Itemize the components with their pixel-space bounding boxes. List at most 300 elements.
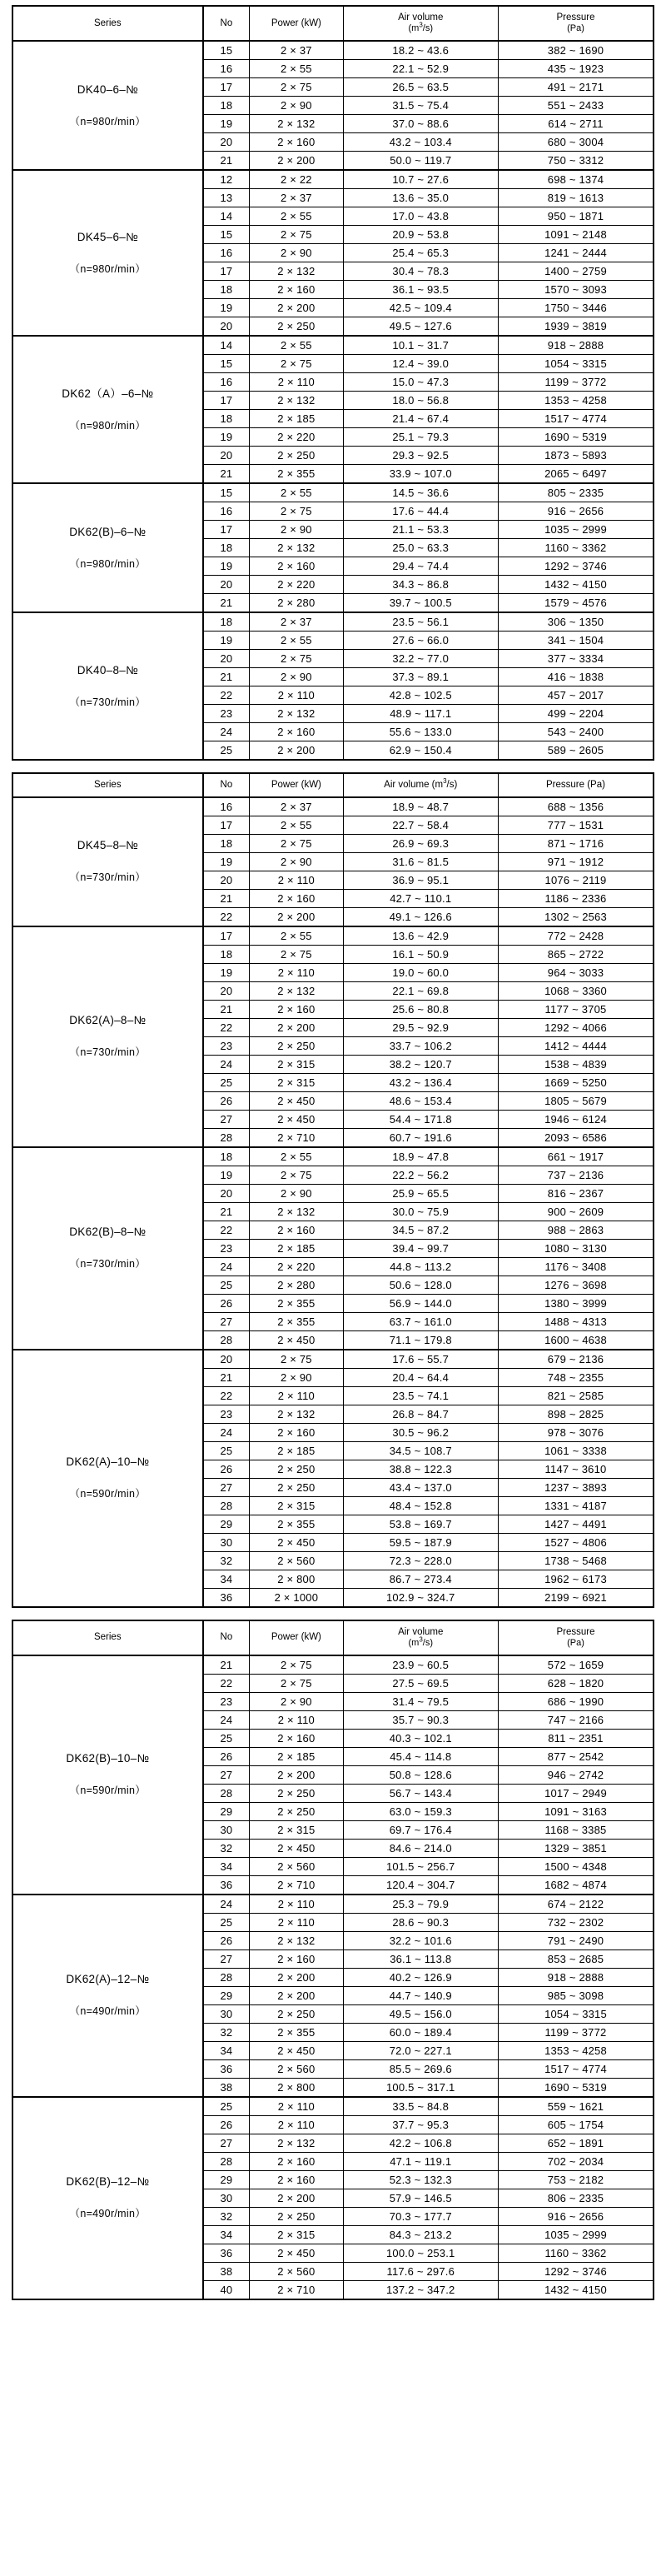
series-speed-label: （n=730r/min） [69,1046,147,1058]
no-cell: 13 [203,189,250,207]
air-volume-cell: 38.2 ~ 120.7 [343,1055,498,1073]
air-volume-cell: 23.9 ~ 60.5 [343,1655,498,1675]
power-cell: 2 × 90 [250,1184,343,1202]
no-cell: 21 [203,1368,250,1386]
no-cell: 24 [203,1055,250,1073]
power-cell: 2 × 110 [250,373,343,392]
pressure-cell: 1400 ~ 2759 [498,262,654,281]
air-volume-cell: 25.9 ~ 65.5 [343,1184,498,1202]
power-cell: 2 × 280 [250,1276,343,1294]
spec-table [12,1620,654,2300]
no-cell: 38 [203,2078,250,2097]
air-volume-cell: 18.9 ~ 48.7 [343,797,498,816]
pressure-cell: 1517 ~ 4774 [498,410,654,428]
series-name-cell [12,1350,203,1607]
pressure-cell: 777 ~ 1531 [498,816,654,834]
no-cell: 25 [203,1276,250,1294]
air-volume-cell: 42.2 ~ 106.8 [343,2134,498,2152]
air-volume-cell: 17.6 ~ 44.4 [343,502,498,521]
power-cell: 2 × 200 [250,152,343,171]
power-cell: 2 × 200 [250,907,343,926]
air-volume-cell: 13.6 ~ 35.0 [343,189,498,207]
power-cell: 2 × 250 [250,1460,343,1478]
power-cell: 2 × 450 [250,1091,343,1110]
no-cell: 30 [203,1820,250,1839]
pressure-cell: 816 ~ 2367 [498,1184,654,1202]
pressure-cell: 416 ~ 1838 [498,668,654,686]
no-cell: 22 [203,1674,250,1692]
no-cell: 19 [203,963,250,981]
no-cell: 15 [203,41,250,60]
no-cell: 24 [203,1257,250,1276]
power-cell: 2 × 200 [250,1018,343,1036]
pressure-cell: 877 ~ 2542 [498,1747,654,1765]
no-cell: 18 [203,539,250,557]
no-cell: 28 [203,1496,250,1515]
power-cell: 2 × 250 [250,1478,343,1496]
pressure-cell: 1682 ~ 4874 [498,1875,654,1895]
air-volume-cell: 100.0 ~ 253.1 [343,2244,498,2262]
air-volume-cell: 21.4 ~ 67.4 [343,410,498,428]
pressure-cell: 916 ~ 2656 [498,502,654,521]
air-volume-cell: 10.1 ~ 31.7 [343,336,498,355]
column-header-pressure: Pressure (Pa) [498,1620,654,1655]
power-cell: 2 × 250 [250,317,343,337]
air-volume-cell: 21.1 ~ 53.3 [343,521,498,539]
air-volume-cell: 26.9 ~ 69.3 [343,834,498,852]
power-cell: 2 × 90 [250,1368,343,1386]
air-volume-cell: 101.5 ~ 256.7 [343,1857,498,1875]
air-volume-cell: 28.6 ~ 90.3 [343,1913,498,1931]
pressure-cell: 900 ~ 2609 [498,1202,654,1221]
no-cell: 22 [203,1018,250,1036]
power-cell: 2 × 315 [250,1496,343,1515]
air-volume-cell: 34.3 ~ 86.8 [343,576,498,594]
series-speed-label: （n=980r/min） [69,115,147,127]
no-cell: 14 [203,336,250,355]
power-cell: 2 × 110 [250,963,343,981]
pressure-cell: 865 ~ 2722 [498,945,654,963]
air-volume-cell: 36.1 ~ 93.5 [343,281,498,299]
pressure-cell: 1061 ~ 3338 [498,1441,654,1460]
no-cell: 24 [203,1710,250,1729]
air-volume-cell: 18.9 ~ 47.8 [343,1147,498,1166]
no-cell: 20 [203,447,250,465]
air-volume-cell: 55.6 ~ 133.0 [343,723,498,741]
pressure-cell: 614 ~ 2711 [498,115,654,133]
pressure-cell: 964 ~ 3033 [498,963,654,981]
pressure-cell: 1432 ~ 4150 [498,576,654,594]
air-volume-cell: 37.0 ~ 88.6 [343,115,498,133]
air-volume-cell: 29.3 ~ 92.5 [343,447,498,465]
pressure-cell: 589 ~ 2605 [498,741,654,761]
power-cell: 2 × 200 [250,299,343,317]
power-cell: 2 × 185 [250,1747,343,1765]
pressure-cell: 1017 ~ 2949 [498,1784,654,1802]
air-volume-cell: 26.5 ~ 63.5 [343,78,498,97]
pressure-cell: 791 ~ 2490 [498,1931,654,1949]
series-model-label: DK40–6–№ [77,82,138,96]
table-row [12,336,654,355]
pressure-cell: 1946 ~ 6124 [498,1110,654,1128]
spec-table [12,5,654,761]
power-cell: 2 × 450 [250,1330,343,1350]
power-cell: 2 × 75 [250,1166,343,1184]
pressure-cell: 652 ~ 1891 [498,2134,654,2152]
no-cell: 29 [203,1986,250,2004]
air-volume-cell: 54.4 ~ 171.8 [343,1110,498,1128]
air-volume-cell: 40.2 ~ 126.9 [343,1968,498,1986]
air-volume-cell: 16.1 ~ 50.9 [343,945,498,963]
series-model-label: DK62(B)–10–№ [66,1752,150,1765]
pressure-cell: 946 ~ 2742 [498,1765,654,1784]
series-model-label: DK40–8–№ [77,663,138,676]
no-cell: 18 [203,97,250,115]
pressure-cell: 1527 ~ 4806 [498,1533,654,1551]
pressure-cell: 978 ~ 3076 [498,1423,654,1441]
air-volume-cell: 31.4 ~ 79.5 [343,1692,498,1710]
pressure-cell: 1427 ~ 4491 [498,1515,654,1533]
column-header-air-volume: Air volume $(m^3/s)$ [343,773,498,796]
pressure-cell: 1329 ~ 3851 [498,1839,654,1857]
air-volume-cell: 25.6 ~ 80.8 [343,1000,498,1018]
air-volume-cell: 12.4 ~ 39.0 [343,355,498,373]
column-header-no: No [203,6,250,41]
power-cell: 2 × 75 [250,78,343,97]
power-cell: 2 × 132 [250,2134,343,2152]
pressure-cell: 1068 ~ 3360 [498,981,654,1000]
pressure-cell: 1054 ~ 3315 [498,355,654,373]
pressure-cell: 805 ~ 2335 [498,483,654,502]
no-cell: 15 [203,226,250,244]
power-cell: 2 × 160 [250,1949,343,1968]
pressure-cell: 1241 ~ 2444 [498,244,654,262]
no-cell: 19 [203,852,250,871]
pressure-cell: 457 ~ 2017 [498,686,654,705]
pressure-cell: 1690 ~ 5319 [498,428,654,447]
column-header-series: Series [12,773,203,796]
air-volume-cell: 29.5 ~ 92.9 [343,1018,498,1036]
no-cell: 30 [203,2004,250,2023]
pressure-cell: 1237 ~ 3893 [498,1478,654,1496]
series-name-cell [12,483,203,612]
air-volume-cell: 63.0 ~ 159.3 [343,1802,498,1820]
air-volume-cell: 39.7 ~ 100.5 [343,594,498,613]
pressure-cell: 772 ~ 2428 [498,926,654,946]
table-row [12,1895,654,1914]
pressure-cell: 1873 ~ 5893 [498,447,654,465]
no-cell: 20 [203,981,250,1000]
series-name-cell [12,797,203,926]
power-cell: 2 × 250 [250,2004,343,2023]
power-cell: 2 × 90 [250,1692,343,1710]
air-volume-cell: 45.4 ~ 114.8 [343,1747,498,1765]
pressure-cell: 1160 ~ 3362 [498,2244,654,2262]
power-cell: 2 × 315 [250,1073,343,1091]
air-volume-cell: 69.7 ~ 176.4 [343,1820,498,1839]
power-cell: 2 × 75 [250,945,343,963]
power-cell: 2 × 250 [250,1784,343,1802]
power-cell: 2 × 355 [250,465,343,484]
no-cell: 17 [203,521,250,539]
air-volume-cell: 44.7 ~ 140.9 [343,1986,498,2004]
series-speed-label: （n=590r/min） [69,1487,147,1500]
no-cell: 34 [203,1570,250,1588]
power-cell: 2 × 132 [250,1931,343,1949]
series-model-label: DK62（A）–6–№ [62,387,154,400]
air-volume-cell: 72.0 ~ 227.1 [343,2041,498,2059]
power-cell: 2 × 90 [250,244,343,262]
column-header-power: Power (kW) [250,1620,343,1655]
air-volume-cell: 35.7 ~ 90.3 [343,1710,498,1729]
column-header-air-volume: Air volume $(m^3/s)$ [343,1620,498,1655]
series-model-label: DK45–6–№ [77,230,138,243]
no-cell: 21 [203,668,250,686]
power-cell: 2 × 132 [250,705,343,723]
pressure-cell: 2093 ~ 6586 [498,1128,654,1147]
no-cell: 25 [203,741,250,761]
air-volume-cell: 48.6 ~ 153.4 [343,1091,498,1110]
air-volume-cell: 84.6 ~ 214.0 [343,1839,498,1857]
no-cell: 27 [203,1765,250,1784]
air-volume-cell: 71.1 ~ 179.8 [343,1330,498,1350]
air-volume-cell: 22.1 ~ 52.9 [343,60,498,78]
pressure-cell: 1738 ~ 5468 [498,1551,654,1570]
table-blocks-container [12,5,654,2300]
air-volume-cell: 25.1 ~ 79.3 [343,428,498,447]
power-cell: 2 × 160 [250,1423,343,1441]
air-volume-cell: 18.2 ~ 43.6 [343,41,498,60]
air-volume-cell: 42.5 ~ 109.4 [343,299,498,317]
no-cell: 25 [203,1441,250,1460]
column-header-series: Series [12,1620,203,1655]
no-cell: 27 [203,1110,250,1128]
no-cell: 34 [203,2225,250,2244]
no-cell: 23 [203,1405,250,1423]
power-cell: 2 × 220 [250,1257,343,1276]
pressure-cell: 871 ~ 1716 [498,834,654,852]
no-cell: 19 [203,632,250,650]
power-cell: 2 × 160 [250,133,343,152]
power-cell: 2 × 800 [250,1570,343,1588]
pressure-cell: 674 ~ 2122 [498,1895,654,1914]
air-volume-cell: 49.5 ~ 156.0 [343,2004,498,2023]
power-cell: 2 × 75 [250,834,343,852]
no-cell: 25 [203,1729,250,1747]
pressure-cell: 1147 ~ 3610 [498,1460,654,1478]
spec-table [12,772,654,1607]
air-volume-cell: 72.3 ~ 228.0 [343,1551,498,1570]
air-volume-cell: 37.3 ~ 89.1 [343,668,498,686]
no-cell: 12 [203,170,250,189]
series-speed-label: （n=980r/min） [69,419,147,432]
air-volume-cell: 34.5 ~ 87.2 [343,1221,498,1239]
column-header-series: Series [12,6,203,41]
power-cell: 2 × 250 [250,1802,343,1820]
pressure-cell: 1168 ~ 3385 [498,1820,654,1839]
no-cell: 32 [203,2207,250,2225]
pressure-cell: 1353 ~ 4258 [498,2041,654,2059]
no-cell: 20 [203,1184,250,1202]
power-cell: 2 × 355 [250,1515,343,1533]
power-cell: 2 × 450 [250,1110,343,1128]
pressure-cell: 750 ~ 3312 [498,152,654,171]
air-volume-cell: 22.7 ~ 58.4 [343,816,498,834]
power-cell: 2 × 450 [250,2244,343,2262]
power-cell: 2 × 560 [250,2059,343,2078]
pressure-cell: 605 ~ 1754 [498,2115,654,2134]
air-volume-cell: 20.9 ~ 53.8 [343,226,498,244]
no-cell: 16 [203,60,250,78]
pressure-cell: 1186 ~ 2336 [498,889,654,907]
air-volume-cell: 30.0 ~ 75.9 [343,1202,498,1221]
no-cell: 27 [203,1312,250,1330]
no-cell: 26 [203,1091,250,1110]
table-header-row [12,1620,654,1655]
power-cell: 2 × 75 [250,355,343,373]
series-speed-label: （n=730r/min） [69,1257,147,1270]
no-cell: 21 [203,1655,250,1675]
no-cell: 20 [203,133,250,152]
air-volume-cell: 33.5 ~ 84.8 [343,2097,498,2116]
pressure-cell: 1600 ~ 4638 [498,1330,654,1350]
pressure-cell: 811 ~ 2351 [498,1729,654,1747]
pressure-cell: 543 ~ 2400 [498,723,654,741]
pressure-cell: 806 ~ 2335 [498,2189,654,2207]
series-name-cell [12,926,203,1147]
power-cell: 2 × 200 [250,1986,343,2004]
power-cell: 2 × 315 [250,1055,343,1073]
power-cell: 2 × 55 [250,207,343,226]
air-volume-cell: 59.5 ~ 187.9 [343,1533,498,1551]
pressure-cell: 1500 ~ 4348 [498,1857,654,1875]
no-cell: 32 [203,2023,250,2041]
no-cell: 27 [203,1949,250,1968]
air-volume-cell: 49.1 ~ 126.6 [343,907,498,926]
air-volume-cell: 25.3 ~ 79.9 [343,1895,498,1914]
power-cell: 2 × 560 [250,1857,343,1875]
power-cell: 2 × 200 [250,741,343,761]
pressure-cell: 1176 ~ 3408 [498,1257,654,1276]
air-volume-cell: 50.0 ~ 119.7 [343,152,498,171]
pressure-cell: 1570 ~ 3093 [498,281,654,299]
no-cell: 16 [203,502,250,521]
air-volume-cell: 137.2 ~ 347.2 [343,2280,498,2299]
power-cell: 2 × 55 [250,632,343,650]
power-cell: 2 × 185 [250,1441,343,1460]
power-cell: 2 × 132 [250,1405,343,1423]
column-header-no: No [203,773,250,796]
no-cell: 18 [203,1147,250,1166]
pressure-cell: 661 ~ 1917 [498,1147,654,1166]
no-cell: 32 [203,1551,250,1570]
series-speed-label: （n=730r/min） [69,871,147,883]
pressure-cell: 435 ~ 1923 [498,60,654,78]
pressure-cell: 853 ~ 2685 [498,1949,654,1968]
series-speed-label: （n=980r/min） [69,262,147,275]
air-volume-cell: 42.8 ~ 102.5 [343,686,498,705]
air-volume-cell: 43.4 ~ 137.0 [343,1478,498,1496]
pressure-cell: 918 ~ 2888 [498,336,654,355]
no-cell: 40 [203,2280,250,2299]
power-cell: 2 × 55 [250,483,343,502]
column-header-no: No [203,1620,250,1655]
series-name-cell [12,1147,203,1350]
pressure-cell: 1035 ~ 2999 [498,2225,654,2244]
air-volume-cell: 44.8 ~ 113.2 [343,1257,498,1276]
air-volume-cell: 70.3 ~ 177.7 [343,2207,498,2225]
table-row [12,926,654,946]
pressure-cell: 491 ~ 2171 [498,78,654,97]
power-cell: 2 × 37 [250,189,343,207]
power-cell: 2 × 200 [250,1765,343,1784]
power-cell: 2 × 450 [250,2041,343,2059]
pressure-cell: 1292 ~ 4066 [498,1018,654,1036]
no-cell: 30 [203,1533,250,1551]
no-cell: 24 [203,1423,250,1441]
power-cell: 2 × 160 [250,1221,343,1239]
no-cell: 27 [203,1478,250,1496]
pressure-cell: 377 ~ 3334 [498,650,654,668]
table-row [12,2097,654,2116]
power-cell: 2 × 75 [250,1655,343,1675]
pressure-cell: 916 ~ 2656 [498,2207,654,2225]
pressure-cell: 1076 ~ 2119 [498,871,654,889]
power-cell: 2 × 710 [250,1128,343,1147]
pressure-cell: 688 ~ 1356 [498,797,654,816]
air-volume-cell: 27.6 ~ 66.0 [343,632,498,650]
pressure-cell: 306 ~ 1350 [498,612,654,632]
air-volume-cell: 23.5 ~ 74.1 [343,1386,498,1405]
pressure-cell: 1302 ~ 2563 [498,907,654,926]
power-cell: 2 × 355 [250,1312,343,1330]
pressure-cell: 1690 ~ 5319 [498,2078,654,2097]
air-volume-cell: 48.4 ~ 152.8 [343,1496,498,1515]
series-model-label: DK62(A)–12–№ [66,1973,150,1986]
no-cell: 14 [203,207,250,226]
table-row [12,1655,654,1675]
pressure-cell: 1412 ~ 4444 [498,1036,654,1055]
power-cell: 2 × 315 [250,2225,343,2244]
no-cell: 21 [203,594,250,613]
power-cell: 2 × 250 [250,1036,343,1055]
pressure-cell: 698 ~ 1374 [498,170,654,189]
pressure-cell: 1292 ~ 3746 [498,2262,654,2280]
no-cell: 17 [203,392,250,410]
no-cell: 16 [203,373,250,392]
series-model-label: DK62(B)–12–№ [66,2175,150,2189]
air-volume-cell: 57.9 ~ 146.5 [343,2189,498,2207]
no-cell: 16 [203,244,250,262]
no-cell: 28 [203,1330,250,1350]
power-cell: 2 × 560 [250,1551,343,1570]
power-cell: 2 × 160 [250,281,343,299]
pressure-cell: 988 ~ 2863 [498,1221,654,1239]
no-cell: 22 [203,1386,250,1405]
no-cell: 29 [203,1802,250,1820]
power-cell: 2 × 132 [250,392,343,410]
power-cell: 2 × 132 [250,1202,343,1221]
pressure-cell: 551 ~ 2433 [498,97,654,115]
no-cell: 20 [203,650,250,668]
no-cell: 25 [203,1073,250,1091]
pressure-cell: 747 ~ 2166 [498,1710,654,1729]
air-volume-cell: 47.1 ~ 119.1 [343,2152,498,2170]
no-cell: 24 [203,1895,250,1914]
power-cell: 2 × 75 [250,1674,343,1692]
table-block [12,5,654,761]
pressure-cell: 1750 ~ 3446 [498,299,654,317]
